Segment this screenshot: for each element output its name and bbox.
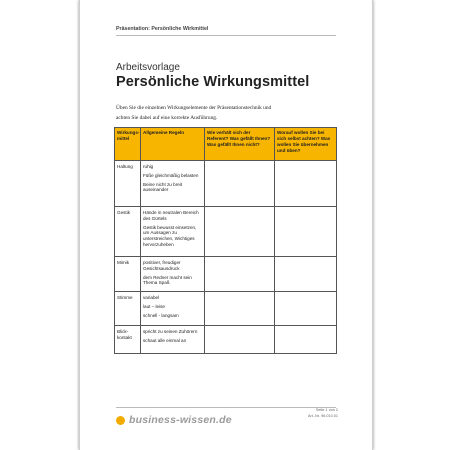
rule-item: dem Redner macht sein Thema Spaß <box>143 274 192 286</box>
footer-divider <box>116 407 336 408</box>
table-row <box>115 292 337 326</box>
rule-item: Beine nicht zu breit auseinander <box>143 181 183 193</box>
document-subtitle: Arbeitsvorlage <box>116 62 180 73</box>
article-number: Art.-Nr. 96.010.01 <box>308 413 338 418</box>
page-header: Präsentation: Persönliche Wirkmittel <box>116 26 209 32</box>
rules-cell <box>141 207 205 257</box>
page-number: Seite 1 von 2 <box>315 408 338 412</box>
table-row <box>115 161 337 207</box>
rule-item: Hände in neutralen Bereich des Gürtels <box>143 210 199 221</box>
rule-item: spricht zu seinen Zuhörern <box>143 329 198 335</box>
column-header: Worauf wollen Sie bei sich selbst achten? Was wollen Sie übernehmen und üben? <box>275 128 337 161</box>
rules-cell <box>141 257 205 292</box>
rule-item: variabel <box>143 295 160 301</box>
header-divider <box>116 35 336 36</box>
empty-cell[interactable] <box>275 292 337 326</box>
table-row <box>115 207 337 257</box>
column-header: Allgemeine Regeln <box>141 128 205 161</box>
intro-text <box>116 104 336 123</box>
empty-cell[interactable] <box>275 257 337 292</box>
row-label: Haltung <box>115 161 141 207</box>
table-row <box>115 326 337 354</box>
row-label: Gestik <box>115 207 141 257</box>
document-page <box>79 0 373 450</box>
intro-line: Üben Sie die einzelnen Wirkungselemente der Präsentationstechnik und <box>116 105 272 111</box>
rule-item: Gestik bewusst einsetzen, um Aussagen zu unterstreichen, Wichtiges hervorzuheben <box>143 224 197 247</box>
rules-cell <box>141 161 205 207</box>
rules-cell <box>141 292 205 326</box>
empty-cell[interactable] <box>275 207 337 257</box>
column-header: Wie verhält sich der Referent? Was gefällt Ihnen? Was gefällt Ihnen nicht? <box>205 128 275 161</box>
empty-cell[interactable] <box>205 207 275 257</box>
column-header: Wirkungs-mittel <box>115 128 141 161</box>
row-label: Mimik <box>115 257 141 292</box>
row-label: Blick-kontakt <box>115 326 141 354</box>
intro-line: achten Sie dabei auf eine korrekte Ausführung. <box>116 114 218 121</box>
worksheet-table <box>114 127 337 354</box>
document-title: Persönliche Wirkungsmittel <box>116 74 310 90</box>
logo-dot-icon <box>116 416 125 425</box>
rule-item: laut – leise <box>143 303 165 309</box>
empty-cell[interactable] <box>205 292 275 326</box>
empty-cell[interactable] <box>275 161 337 207</box>
footer-info <box>308 408 338 419</box>
logo-text: business-wissen.de <box>129 414 232 426</box>
empty-cell[interactable] <box>205 161 275 207</box>
table-header-row <box>115 128 337 161</box>
empty-cell[interactable] <box>275 326 337 354</box>
row-label: Stimme <box>115 292 141 326</box>
rule-item: schnell - langsam <box>143 312 179 318</box>
rule-item: Füße gleichmäßig belasten <box>143 172 199 178</box>
empty-cell[interactable] <box>205 326 275 354</box>
rules-cell <box>141 326 205 354</box>
rule-item: schaut alle einmal an <box>143 337 187 343</box>
brand-logo <box>116 414 232 426</box>
table-row <box>115 257 337 292</box>
rule-item: positiver, freudiger Gesichtsausdruck <box>143 260 181 271</box>
rule-item: ruhig <box>143 164 154 169</box>
empty-cell[interactable] <box>205 257 275 292</box>
